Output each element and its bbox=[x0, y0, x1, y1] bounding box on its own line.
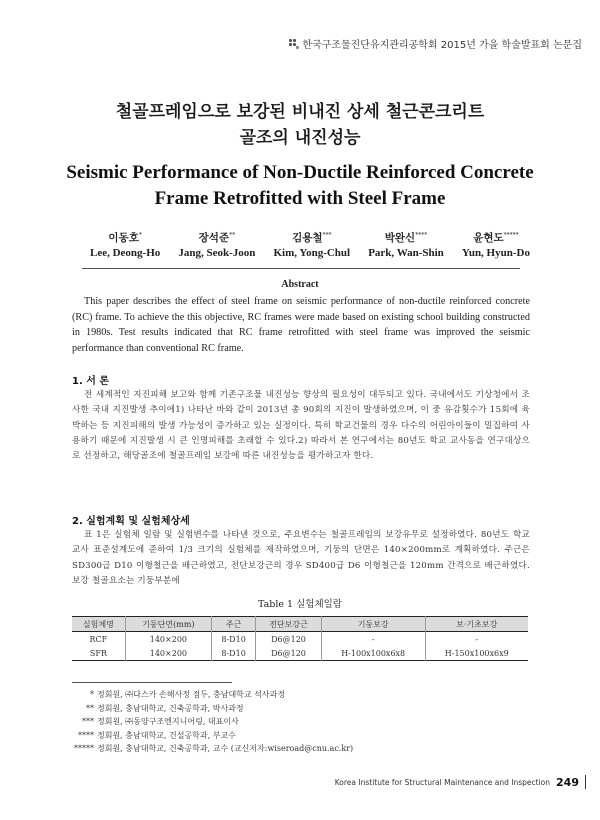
author-mark: ** bbox=[229, 231, 236, 239]
table-cell: - bbox=[321, 632, 425, 647]
specimen-table bbox=[72, 616, 528, 661]
table-caption: Table 1 실험체일람 bbox=[258, 599, 342, 610]
footnote-list bbox=[72, 688, 353, 756]
author-divider bbox=[82, 268, 520, 269]
title-korean-line2: 골조의 내진성능 bbox=[239, 128, 361, 148]
author-name-en: Yun, Hyun-Do bbox=[461, 247, 530, 259]
table-header-cell: 전단보강근 bbox=[256, 617, 322, 632]
conference-name: 한국구조물진단유지관리공학회 2015년 가을 학술발표회 논문집 bbox=[302, 40, 582, 51]
author-name-ko: 윤현도 bbox=[473, 232, 504, 244]
author-name-en: Jang, Seok-Joon bbox=[178, 247, 256, 259]
table-cell: H-150x100x6x9 bbox=[425, 646, 528, 661]
footnote bbox=[72, 742, 353, 756]
footnote-text: 정회원, 충남대학교, 건설공학과, 부교수 bbox=[97, 730, 236, 740]
author-mark: * bbox=[138, 231, 142, 239]
table-cell: 8-D10 bbox=[211, 632, 255, 647]
footnote-divider bbox=[72, 682, 232, 683]
footnote-mark: ** bbox=[86, 703, 94, 713]
author-mark: ***** bbox=[503, 231, 519, 239]
section-1-heading: 1. 서 론 bbox=[72, 376, 110, 387]
footnote-mark: ***** bbox=[74, 744, 94, 753]
table-cell: SFR bbox=[89, 648, 107, 658]
author-list bbox=[90, 230, 530, 259]
footnote-text: 정회원, 충남대학교, 건축공학과, 박사과정 bbox=[97, 703, 244, 713]
table-header-cell: 기둥보강 bbox=[321, 617, 425, 632]
table-cell: RCF bbox=[89, 634, 108, 644]
section-2-heading: 2. 실험계획 및 실험체상세 bbox=[72, 516, 190, 527]
abstract-text: This paper describes the effect of steel frame on seismic performance of non-ductile reinforced concrete (RC) frame. To achieve the this objective, RC frames were made based on existing school building constructed in 1980s. Test results indicated that RC frame retrofitted with steel frame was improved the seismic performance than conventional RC frame. bbox=[72, 296, 530, 354]
table-header-row bbox=[72, 617, 528, 632]
footnote-text: 정회원, ㈜동양구조엔지니어링, 대표이사 bbox=[97, 717, 239, 726]
author bbox=[368, 230, 444, 259]
author-name-ko: 이동호 bbox=[108, 232, 139, 244]
table-header-cell: 주근 bbox=[211, 617, 255, 632]
footnote bbox=[72, 729, 353, 743]
title-english-line2: Frame Retrofitted with Steel Frame bbox=[154, 188, 446, 209]
title-english-line1: Seismic Performance of Non-Ductile Reinforced Concrete bbox=[66, 162, 534, 183]
author bbox=[178, 230, 255, 259]
table-row bbox=[72, 646, 528, 661]
page-number: 249 bbox=[556, 775, 579, 789]
author-name-en: Kim, Yong-Chul bbox=[273, 247, 351, 259]
table-cell: 140×200 bbox=[125, 632, 211, 647]
footer-bar bbox=[585, 775, 586, 789]
author bbox=[462, 230, 530, 259]
section-1-text: 전 세계적인 지진피해 보고와 함께 기존구조물 내진성능 향상의 필요성이 대두되고 있다. 국내에서도 기상청에서 조사한 국내 지진발생 추이에1) 나타난 바와 같이 2013년 총 90회의 지진이 발생하였으며, 이 중 유감횟수가 15회에 육박하는 등 지진피해의 발생 가능성이 증가하고 있는 실정이다. 특히 학교건물의 경우 다수의 어린아이들이 밀집하여 사용하기 때문에 지진발생 시 큰 인명피해를 초래할 수 있다.2) 따라서 본 연구에서는 80년도 학교 교사동을 연구대상으로 선정하고, 해당골조에 철골프레임 보강에 따른 내진성능을 평가하고자 한다. bbox=[72, 390, 530, 462]
footer-institute: Korea Institute for Structural Maintenance and Inspection bbox=[334, 777, 551, 787]
page-footer bbox=[335, 775, 586, 789]
footnote bbox=[72, 688, 353, 702]
author bbox=[273, 230, 350, 259]
author bbox=[90, 230, 160, 259]
conference-header bbox=[289, 36, 582, 51]
table-header-cell: 기둥단면(mm) bbox=[125, 617, 211, 632]
footnote-mark: **** bbox=[78, 730, 94, 740]
table-cell: 140×200 bbox=[125, 646, 211, 661]
table-cell: H-100x100x6x8 bbox=[321, 646, 425, 661]
table-cell: D6@120 bbox=[256, 632, 322, 647]
abstract-heading: Abstract bbox=[281, 279, 319, 290]
section-2-text: 표 1은 실험체 일람 및 실험변수를 나타낸 것으로, 주요변수는 철골프레임의 보강유무로 설정하였다. 80년도 학교 교사 표준설계도에 준하여 1/3 크기의 실험체를 제작하였으며, 기둥의 단면은 140×200mm로 계획하였다. 주근은 SD300급 D10 이형철근을 배근하였고, 전단보강근의 경우 SD400급 D6 이형철근을 120mm 간격으로 배근하였다. 보강 철골요소는 기둥부분에 bbox=[72, 530, 530, 586]
title-korean-line1: 철골프레임으로 보강된 비내진 상세 철근콘크리트 bbox=[115, 102, 485, 122]
footnote-text: 정회원, 충남대학교, 건축공학과, 교수 (교신저자:wiseroad@cnu.ac.kr) bbox=[97, 744, 354, 753]
table-cell: 8-D10 bbox=[211, 646, 255, 661]
footnote bbox=[72, 715, 353, 729]
conference-logo-icon bbox=[289, 39, 299, 49]
author-name-ko: 장석준 bbox=[198, 232, 230, 244]
footnote-mark: *** bbox=[82, 717, 94, 726]
footnote-text: 정회원, ㈜다스카 손해사정 점두, 충남대학교 석사과정 bbox=[97, 690, 286, 699]
footnote-mark: * bbox=[90, 690, 94, 699]
table-header-cell: 실험체명 bbox=[82, 619, 114, 629]
table-cell: D6@120 bbox=[256, 646, 322, 661]
author-name-ko: 김용철 bbox=[292, 232, 323, 244]
footnote bbox=[72, 702, 353, 716]
author-mark: *** bbox=[322, 231, 332, 239]
table-header-cell: 보·기초보강 bbox=[425, 617, 528, 632]
author-name-ko: 박완신 bbox=[384, 232, 416, 244]
author-name-en: Lee, Deong-Ho bbox=[90, 247, 161, 259]
author-mark: **** bbox=[415, 231, 428, 239]
table-cell: - bbox=[425, 632, 528, 647]
author-name-en: Park, Wan-Shin bbox=[368, 247, 444, 259]
table-row bbox=[72, 632, 528, 647]
